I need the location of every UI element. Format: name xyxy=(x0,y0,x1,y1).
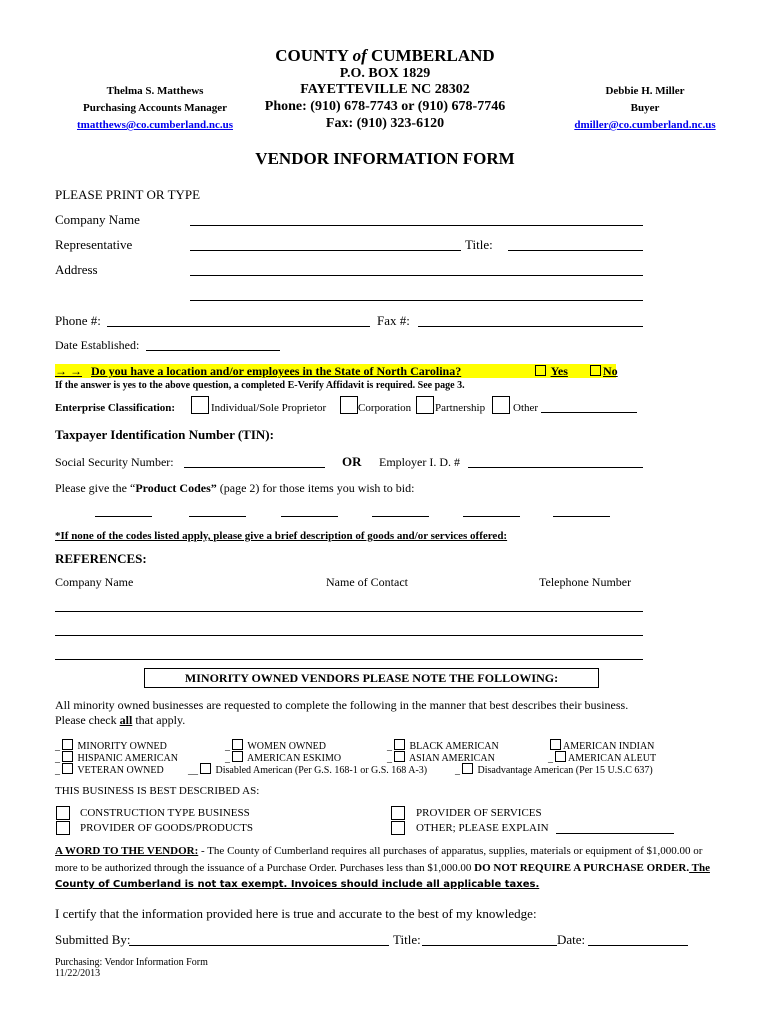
fax-label: Fax #: xyxy=(377,313,410,328)
company-name-field[interactable] xyxy=(190,225,643,226)
no-checkbox[interactable] xyxy=(590,365,601,376)
checkbox-icon[interactable] xyxy=(555,751,566,762)
vendor-word-line-3: County of Cumberland is not tax exempt. Invoices should include all applicable taxes. xyxy=(55,879,540,890)
goods-checkbox[interactable] xyxy=(56,821,70,835)
nc-location-question xyxy=(55,364,616,378)
right-contact-name: Debbie H. Miller xyxy=(605,85,685,97)
checkbox-icon[interactable] xyxy=(62,739,73,750)
nc-question-text: Do you have a location and/or employees in the State of North Carolina? xyxy=(91,364,462,378)
right-contact-title: Buyer xyxy=(630,102,660,114)
codes-note: *If none of the codes listed apply, please give a brief description of goods and/or services offered: xyxy=(55,530,508,542)
corporation-checkbox[interactable] xyxy=(340,396,358,414)
asian-american-option[interactable]: _ ASIAN AMERICAN xyxy=(387,753,495,764)
individual-label: Individual/Sole Proprietor xyxy=(211,402,327,414)
american-aleut-option[interactable]: _ AMERICAN ALEUT xyxy=(548,753,657,764)
certify-statement: I certify that the information provided here is true and accurate to the best of my knowledge: xyxy=(55,906,537,921)
women-owned-option[interactable]: _ WOMEN OWNED xyxy=(225,741,326,752)
american-eskimo-option[interactable]: _ AMERICAN ESKIMO xyxy=(225,753,342,764)
product-code-field-2[interactable] xyxy=(189,516,246,517)
yes-option[interactable]: Yes xyxy=(533,364,568,379)
product-codes-instruction: Please give the “Product Codes” (page 2) for those items you wish to bid: xyxy=(55,481,415,495)
certify-title-field[interactable] xyxy=(422,945,557,946)
minority-box xyxy=(144,668,599,688)
checkbox-icon[interactable] xyxy=(550,739,561,750)
checkbox-icon[interactable] xyxy=(394,751,405,762)
certify-date-label: Date: xyxy=(557,932,586,947)
reference-line-3[interactable] xyxy=(55,659,643,660)
construction-label: CONSTRUCTION TYPE BUSINESS xyxy=(80,807,250,819)
submitted-by-field[interactable] xyxy=(129,945,389,946)
other-explain-field[interactable] xyxy=(556,833,674,834)
left-contact-email[interactable]: tmatthews@co.cumberland.nc.us xyxy=(77,119,233,131)
employer-id-field[interactable] xyxy=(468,467,643,468)
services-label: PROVIDER OF SERVICES xyxy=(416,807,542,819)
checkbox-icon[interactable] xyxy=(462,763,473,774)
checkbox-icon[interactable] xyxy=(62,763,73,774)
date-established-label: Date Established: xyxy=(55,338,140,352)
footer-date: 11/22/2013 xyxy=(55,968,101,979)
minority-owned-option[interactable]: _ MINORITY OWNED xyxy=(55,741,167,752)
reference-line-2[interactable] xyxy=(55,635,643,636)
employer-id-label: Employer I. D. # xyxy=(379,455,460,469)
title-label: Title: xyxy=(465,237,493,252)
footer-form-name: Purchasing: Vendor Information Form xyxy=(55,957,208,968)
ref-phone-header: Telephone Number xyxy=(539,575,632,589)
county-fax: Fax: (910) 323-6120 xyxy=(325,116,445,131)
product-code-field-4[interactable] xyxy=(372,516,429,517)
business-heading: THIS BUSINESS IS BEST DESCRIBED AS: xyxy=(55,785,260,797)
american-indian-option[interactable]: AMERICAN INDIAN xyxy=(548,739,654,752)
representative-field[interactable] xyxy=(190,250,461,251)
product-code-field-5[interactable] xyxy=(463,516,520,517)
product-code-field-3[interactable] xyxy=(281,516,338,517)
ref-contact-header: Name of Contact xyxy=(326,575,408,589)
title-field[interactable] xyxy=(508,250,643,251)
company-name-label: Company Name xyxy=(55,212,140,227)
address-field-1[interactable] xyxy=(190,275,643,276)
ssn-label: Social Security Number: xyxy=(55,455,174,469)
address-field-2[interactable] xyxy=(190,300,643,301)
construction-checkbox[interactable] xyxy=(56,806,70,820)
arrow-icon: → → xyxy=(55,364,82,378)
everify-note: If the answer is yes to the above question, a completed E-Verify Affidavit is required. See page 3. xyxy=(55,380,465,391)
minority-intro-2: Please check all that apply. xyxy=(55,713,186,727)
product-code-field-1[interactable] xyxy=(95,516,152,517)
other-label: Other xyxy=(513,402,539,414)
partnership-checkbox[interactable] xyxy=(416,396,434,414)
yes-checkbox[interactable] xyxy=(535,365,546,376)
right-contact-email[interactable]: dmiller@co.cumberland.nc.us xyxy=(574,119,716,131)
no-option[interactable]: No xyxy=(588,364,618,379)
corporation-label: Corporation xyxy=(358,402,412,414)
phone-field[interactable] xyxy=(107,326,370,327)
disadvantage-american-option[interactable]: _ Disadvantage American (Per 15 U.S.C 637) xyxy=(455,765,653,776)
form-title: VENDOR INFORMATION FORM xyxy=(255,149,515,168)
disabled-american-option[interactable]: __ Disabled American (Per G.S. 168-1 or G.S. 168 A-3) xyxy=(188,765,428,776)
vendor-word-line-2: more to be authorized through the issuance of a Purchase Order. Purchases less than $1,000.00 DO NOT REQUIRE A PURCHASE ORDER. The xyxy=(55,862,710,874)
county-phone: Phone: (910) 678-7743 or (910) 678-7746 xyxy=(264,99,506,114)
phone-label: Phone #: xyxy=(55,313,101,328)
or-label: OR xyxy=(342,454,362,469)
city-state-zip: FAYETTEVILLE NC 28302 xyxy=(300,82,470,97)
address-label: Address xyxy=(55,262,98,277)
reference-line-1[interactable] xyxy=(55,611,643,612)
tin-heading: Taxpayer Identification Number (TIN): xyxy=(55,427,274,442)
other-business-label: OTHER; PLEASE EXPLAIN xyxy=(416,822,549,834)
other-business-checkbox[interactable] xyxy=(391,821,405,835)
county-title: COUNTY of CUMBERLAND xyxy=(275,46,495,65)
checkbox-icon[interactable] xyxy=(200,763,211,774)
checkbox-icon[interactable] xyxy=(62,751,73,762)
other-field[interactable] xyxy=(541,412,637,413)
certify-date-field[interactable] xyxy=(588,945,688,946)
certify-title-label: Title: xyxy=(393,932,421,947)
minority-intro-1: All minority owned businesses are requested to complete the following in the manner that best describes their business. xyxy=(55,698,629,712)
other-checkbox[interactable] xyxy=(492,396,510,414)
enterprise-label: Enterprise Classification: xyxy=(55,402,176,414)
fax-field[interactable] xyxy=(418,326,643,327)
checkbox-icon[interactable] xyxy=(232,751,243,762)
checkbox-icon[interactable] xyxy=(232,739,243,750)
submitted-by-label: Submitted By: xyxy=(55,932,131,947)
partnership-label: Partnership xyxy=(435,402,486,414)
left-contact-title: Purchasing Accounts Manager xyxy=(82,102,228,114)
product-code-field-6[interactable] xyxy=(553,516,610,517)
goods-label: PROVIDER OF GOODS/PRODUCTS xyxy=(80,822,253,834)
ref-company-header: Company Name xyxy=(55,575,134,589)
print-note: PLEASE PRINT OR TYPE xyxy=(55,187,201,202)
veteran-owned-option[interactable]: _ VETERAN OWNED xyxy=(55,765,164,776)
black-american-option[interactable]: _ BLACK AMERICAN xyxy=(387,741,499,752)
individual-checkbox[interactable] xyxy=(191,396,209,414)
minority-box-title: MINORITY OWNED VENDORS PLEASE NOTE THE FOLLOWING: xyxy=(184,671,559,685)
hispanic-american-option[interactable]: _ HISPANIC AMERICAN xyxy=(55,753,178,764)
services-checkbox[interactable] xyxy=(391,806,405,820)
left-contact-name: Thelma S. Matthews xyxy=(106,85,204,97)
checkbox-icon[interactable] xyxy=(394,739,405,750)
po-box: P.O. BOX 1829 xyxy=(339,66,431,81)
vendor-word-line-1: A WORD TO THE VENDOR: - The County of Cumberland requires all purchases of apparatus, supplies, materials or equipment of $1,000.00 or xyxy=(55,845,703,857)
representative-label: Representative xyxy=(55,237,133,252)
date-established-field[interactable] xyxy=(146,350,280,351)
references-heading: REFERENCES: xyxy=(55,551,147,566)
ssn-field[interactable] xyxy=(184,467,325,468)
